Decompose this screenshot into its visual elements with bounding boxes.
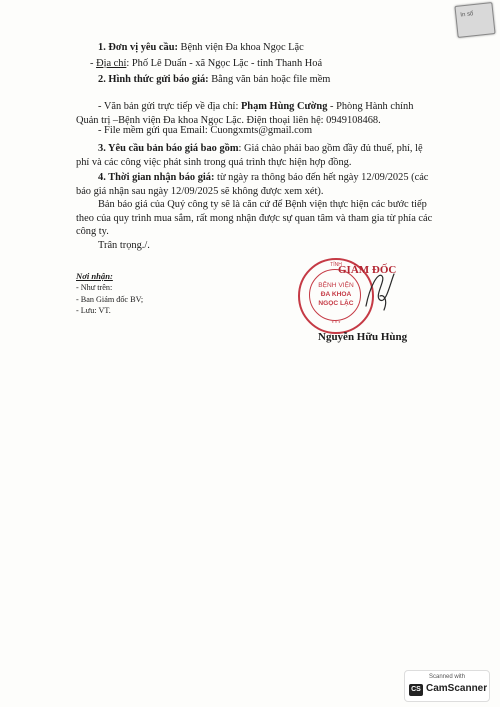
section-4	[76, 171, 438, 198]
section-4-text: từ ngày ra thông báo đến hết ngày 12/09/2025 (các báo giá nhận sau ngày 12/09/2025 sẽ không được xem xét).	[76, 172, 429, 197]
signer-name: Nguyễn Hữu Hùng	[318, 331, 408, 343]
stamp-line-3: NGỌC LẶC	[318, 300, 354, 307]
email-line: - File mềm gửi qua Email: Cuongxmts@gmail.com	[98, 125, 313, 136]
section-2-line-1	[76, 100, 438, 127]
address-label: Địa chỉ	[96, 58, 127, 69]
section-2-line-1-rest: - Phòng Hành chính Quản trị –Bệnh viện Đa khoa Ngọc Lặc. Điện thoại liên hệ: 0949108468.	[76, 101, 414, 126]
section-2-line-1-prefix: - Văn bản gửi trực tiếp về địa chỉ:	[98, 101, 241, 112]
badge-caption: Scanned with	[428, 674, 466, 680]
recipients-list	[76, 282, 143, 317]
camscanner-logo-icon: CS	[409, 684, 423, 696]
corner-stamp	[454, 2, 495, 38]
address-line: - Địa chỉ: Phố Lê Duẩn - xã Ngọc Lặc - tỉnh Thanh Hoá	[90, 58, 323, 69]
camscanner-badge	[404, 670, 490, 702]
contact-name: Phạm Hùng Cường	[240, 101, 328, 112]
stamp-top-text: TỈNH	[330, 262, 342, 268]
address-text: : Phố Lê Duẩn - xã Ngọc Lặc - tỉnh Thanh Hoá	[126, 58, 323, 69]
section-2-text: Bằng văn bản hoặc file mềm	[208, 74, 331, 85]
stamp-line-2: ĐA KHOA	[320, 291, 352, 298]
regards-text: Trân trọng./.	[98, 240, 150, 251]
section-2	[76, 73, 438, 87]
section-4-title: 4. Thời gian nhận báo giá:	[98, 172, 215, 183]
recipient-item: - Lưu: VT.	[76, 306, 111, 315]
badge-brand: CamScanner	[426, 683, 488, 694]
handwritten-signature	[360, 266, 400, 316]
section-3-title: 3. Yêu cầu bản báo giá bao gồm	[98, 143, 239, 154]
section-1	[76, 41, 438, 55]
recipient-item: - Ban Giám đốc BV;	[76, 294, 144, 304]
section-1-title: 1. Đơn vị yêu cầu:	[98, 42, 178, 53]
signature-title: GIÁM ĐỐC	[338, 264, 397, 276]
section-2-title: 2. Hình thức gửi báo giá:	[98, 74, 209, 85]
stamp-bottom-text: * * *	[331, 321, 341, 327]
section-3-text: : Giá chào phải bao gồm đầy đủ thuế, phí, lệ phí và các công việc phát sinh trong quá trình thực hiện hợp đồng.	[76, 143, 423, 168]
closing-text: Bản báo giá của Quý công ty sẽ là căn cứ để Bệnh viện thực hiện các bước tiếp theo của quy trình mua sắm, rất mong nhận được sự quan tâm và tham gia từ phía các công ty.	[76, 199, 433, 237]
closing-paragraph	[76, 198, 438, 239]
recipient-item: - Như trên:	[76, 283, 113, 292]
section-2-line-2	[76, 124, 438, 138]
corner-stamp-text: In sổ	[460, 11, 474, 19]
recipients-title: Nơi nhận:	[76, 271, 113, 281]
section-1-text: Bệnh viện Đa khoa Ngọc Lặc	[177, 42, 304, 53]
regards	[98, 239, 298, 253]
section-3	[76, 142, 438, 169]
stamp-line-1: BỆNH VIỆN	[318, 282, 354, 289]
